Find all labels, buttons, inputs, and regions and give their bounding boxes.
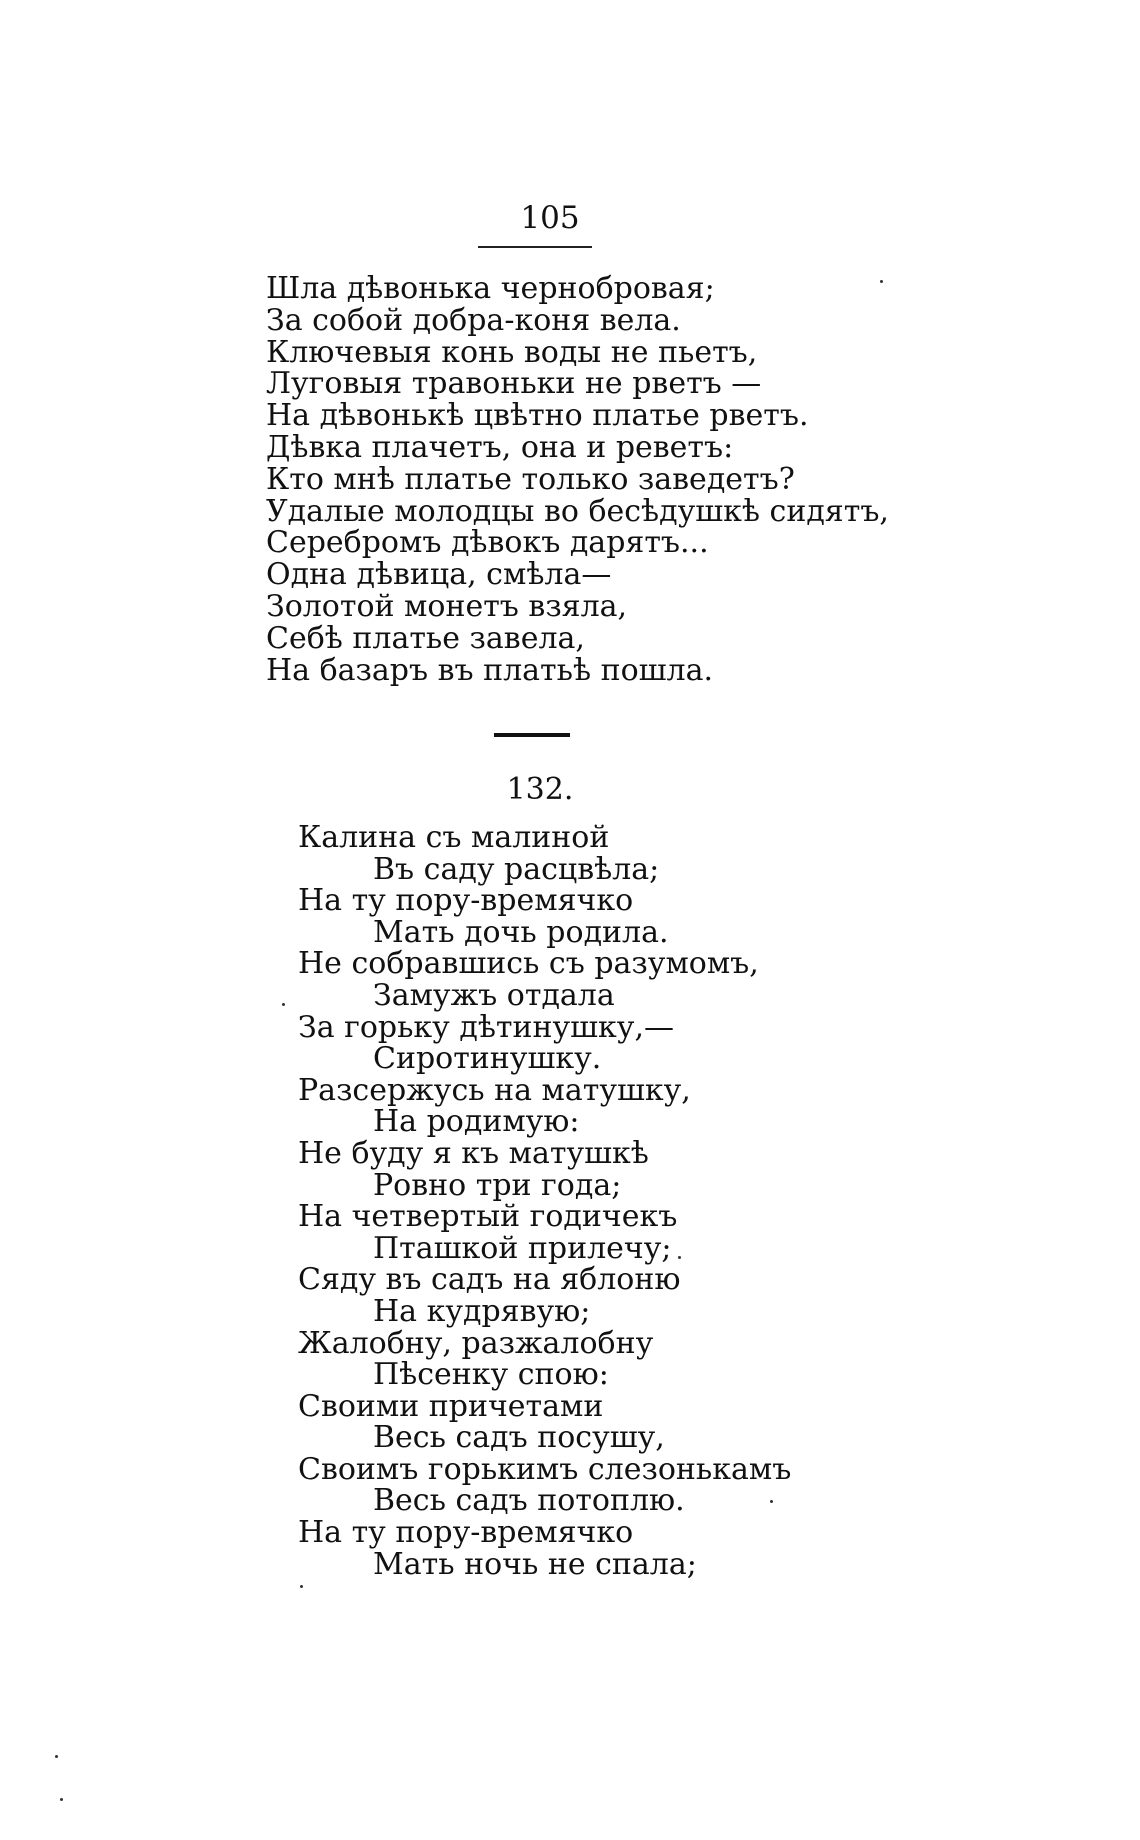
poem-line-indented: Мать ночь не спала;: [373, 1546, 697, 1582]
poem-a-text: [266, 273, 889, 686]
poem-b-text: [298, 822, 791, 1580]
poem-line: Серебромъ дѣвокъ дарятъ...: [266, 525, 709, 561]
poem-line-indented: На кудрявую;: [373, 1293, 591, 1329]
poem-line: На ту пору-времячко: [298, 1515, 634, 1551]
poem-line-indented: Сиротинушку.: [373, 1041, 602, 1077]
poem-line: Жалобну, разжалобну: [298, 1325, 654, 1361]
poem-line: За собой добра-коня вела.: [266, 302, 681, 338]
poem-line-indented: Ровно три года;: [373, 1167, 622, 1203]
poem-line: Сяду въ садъ на яблоню: [298, 1262, 681, 1298]
poem-line-indented: Пѣсенку спою:: [373, 1357, 609, 1393]
poem-line-indented: Въ саду расцвѣла;: [373, 851, 660, 887]
poem-line: Кто мнѣ платье только заведетъ?: [266, 461, 795, 497]
poem-line: Луговыя травоньки не рветъ —: [266, 366, 762, 402]
poem-line-indented: Пташкой прилечу;: [373, 1230, 672, 1266]
poem-line: Не буду я къ матушкѣ: [298, 1135, 649, 1171]
poem-line: Разсержусь на матушку,: [298, 1072, 691, 1108]
scan-speck: [880, 280, 883, 283]
poem-line: На дѣвонькѣ цвѣтно платье рветъ.: [266, 398, 809, 434]
poem-line: Своими причетами: [298, 1388, 604, 1424]
poem-line: За горьку дѣтинушку,—: [298, 1009, 674, 1045]
scan-speck: [282, 1003, 285, 1006]
poem-line-indented: Весь садъ потоплю.: [373, 1483, 685, 1519]
poem-line: Не собравшись съ разумомъ,: [298, 946, 759, 982]
poem-line: Одна дѣвица, смѣла—: [266, 557, 612, 593]
poem-line: Удалые молодцы во бесѣдушкѣ сидятъ,: [266, 493, 889, 529]
scan-speck: [770, 1500, 773, 1503]
page-number-rule: [478, 246, 592, 248]
poem-line: Золотой монетъ взяла,: [266, 588, 628, 624]
poem-line: Калина съ малиной: [298, 820, 610, 855]
section-separator: [494, 733, 570, 737]
poem-line: Дѣвка плачетъ, она и реветъ:: [266, 429, 734, 465]
scan-speck: [60, 1798, 63, 1801]
poem-line-indented: Мать дочь родила.: [373, 914, 669, 950]
poem-number: 132.: [506, 772, 574, 807]
poem-line: Шла дѣвонька чернобровая;: [266, 271, 715, 306]
page-number: 105: [520, 200, 580, 236]
poem-line-indented: Замужъ отдала: [373, 977, 615, 1013]
poem-line: Себѣ платье завела,: [266, 620, 585, 656]
poem-line: На ту пору-времячко: [298, 883, 634, 919]
poem-line: На базаръ въ платьѣ пошла.: [266, 652, 714, 688]
poem-line-indented: На родимую:: [373, 1104, 580, 1140]
poem-line: Своимъ горькимъ слезонькамъ: [298, 1451, 792, 1487]
poem-line: На четвертый годичекъ: [298, 1199, 678, 1235]
scan-speck: [300, 1585, 303, 1588]
poem-line: Ключевыя конь воды не пьетъ,: [266, 334, 758, 370]
scan-speck: [55, 1755, 58, 1758]
poem-line-indented: Весь садъ посушу,: [373, 1420, 665, 1456]
scan-speck: [678, 1256, 681, 1259]
